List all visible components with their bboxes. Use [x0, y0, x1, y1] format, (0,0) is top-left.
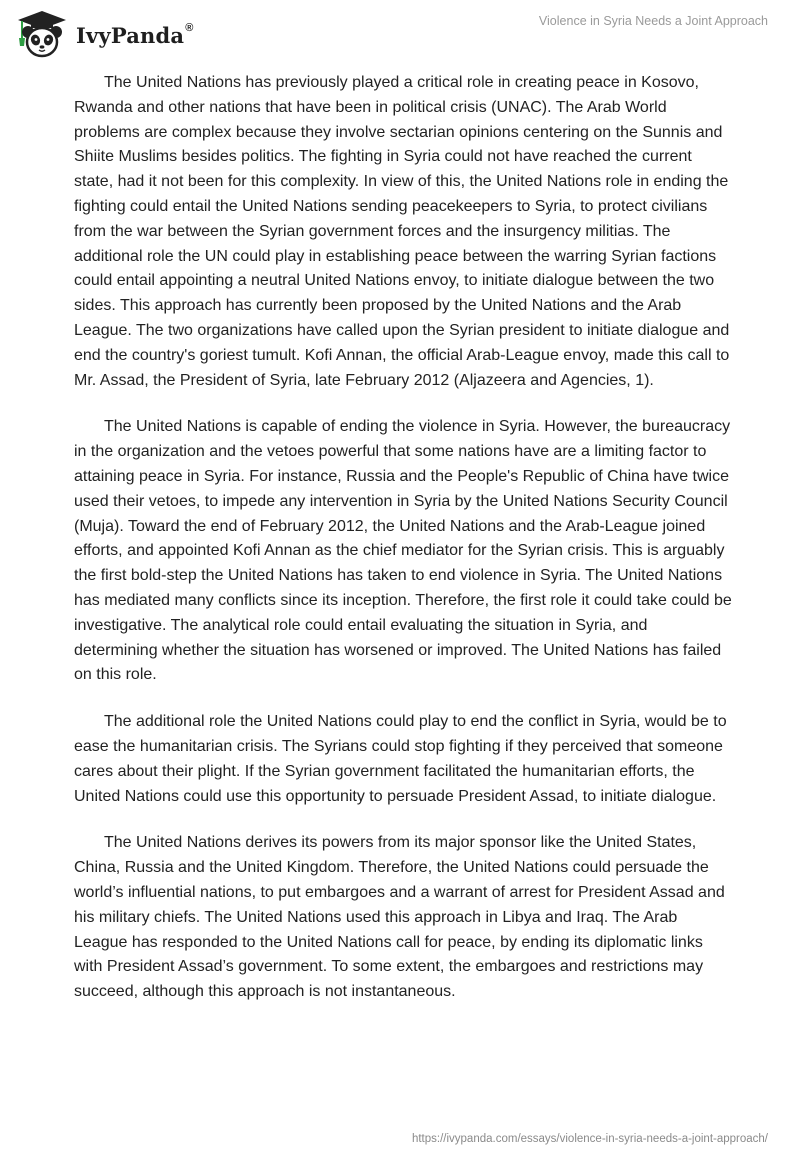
paragraph: The additional role the United Nations could play to end the conflict in Syria, would be to ease the humanitarian crisis. The Syrians could stop fighting if they perceived that someone cares about their plight. If the Syrian government facilitated the humanitarian efforts, the United Nations could use this opportunity to persuade President Assad, to initiate dialogue.: [74, 713, 727, 805]
brand-logo[interactable]: [14, 8, 194, 60]
page-header: [0, 0, 800, 60]
registered-mark: ®: [185, 21, 194, 34]
brand-name: [76, 23, 194, 48]
paragraph: The United Nations is capable of ending the violence in Syria. However, the bureaucracy in the organization and the vetoes powerful that some nations have are a limiting factor to attaining peace in Syria. For instance, Russia and the People's Republic of China have twice used their vetoes, to impede any intervention in Syria by the United Nations Security Council (Muja). Toward the end of February 2012, the United Nations and the Arab-League joined efforts, and appointed Kofi Annan as the chief mediator for the Syrian crisis. This is arguably the first bold-step the United Nations has taken to end violence in Syria. The United Nations has mediated many conflicts since its inception. Therefore, the first role it could take could be investigative. The analytical role could entail evaluating the situation in Syria, and determining whether the situation has worsened or improved. The United Nations has failed on this role.: [74, 418, 732, 684]
essay-body: [74, 71, 734, 1027]
source-url[interactable]: https://ivypanda.com/essays/violence-in-syria-needs-a-joint-approach/: [411, 1133, 768, 1145]
panda-graduate-icon: [14, 8, 70, 60]
brand-name-text: IvyPanda: [76, 22, 185, 48]
paragraph: The United Nations has previously played a critical role in creating peace in Kosovo, Rwanda and other nations that have been in political crisis (UNAC). The Arab World problems are complex because they involve sectarian opinions centering on the Sunnis and Shiite Muslims besides politics. The fighting in Syria could not have reached the current state, had it not been for this complexity. In view of this, the United Nations role in ending the fighting could entail the United Nations sending peacekeepers to Syria, to protect civilians from the war between the Syrian government forces and the insurgency militias. The additional role the UN could play in establishing peace between the warring Syrian factions could entail appointing a neutral United Nations envoy, to initiate dialogue between the two sides. This approach has currently been proposed by the United Nations and the Arab League. The two organizations have called upon the Syrian president to initiate dialogue and end the country's goriest tumult. Kofi Annan, the official Arab-League envoy, made this call to Mr. Assad, the President of Syria, late February 2012 (Aljazeera and Agencies, 1).: [74, 74, 730, 389]
document-title: Violence in Syria Needs a Joint Approach: [538, 14, 768, 28]
paragraph: The United Nations derives its powers from its major sponsor like the United States, China, Russia and the United Kingdom. Therefore, the United Nations could persuade the world’s influential nations, to put embargoes and a warrant of arrest for President Assad and his military chiefs. The United Nations used this approach in Libya and Iraq. The Arab League has responded to the United Nations call for peace, by ending its diplomatic links with President Assad’s government. To some extent, the embargoes and restrictions may succeed, although this approach is not instantaneous.: [74, 834, 725, 1001]
